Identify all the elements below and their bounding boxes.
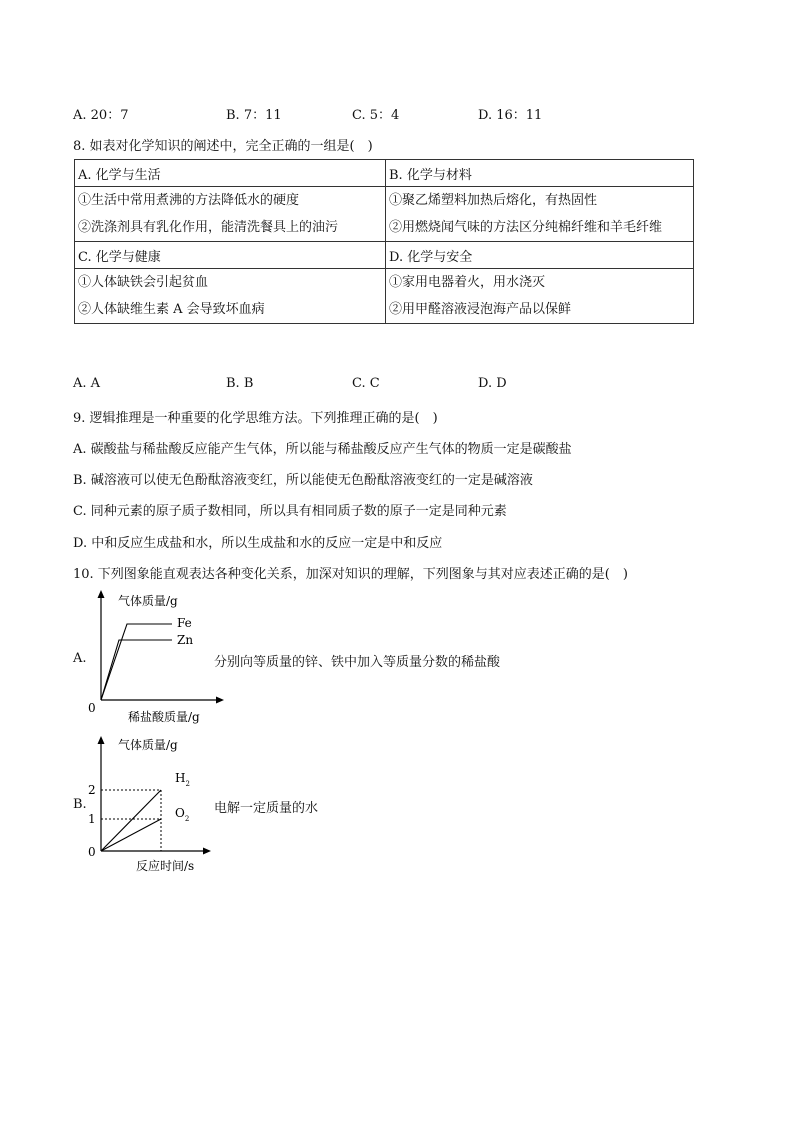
q9-option-a: A. 碳酸盐与稀盐酸反应能产生气体，所以能与稀盐酸反应产生气体的物质一定是碳酸盐 <box>73 442 572 457</box>
table-cell-b-title: B. 化学与材料 <box>386 160 694 187</box>
graph-b-o2-label: $O_2$ <box>175 806 190 823</box>
table-c-item-1: ①人体缺铁会引起贫血 <box>78 275 209 290</box>
q7-option-b: B. 7：11 <box>226 108 282 123</box>
q7-option-c: C. 5：4 <box>352 108 400 123</box>
graph-b-y-label: 气体质量/g <box>118 738 178 752</box>
q7-option-d: D. 16：11 <box>478 108 543 123</box>
table-cell-b-items <box>386 187 694 242</box>
q8-option-d: D. D <box>478 376 507 391</box>
q9-option-c: C. 同种元素的原子质子数相同，所以具有相同质子数的原子一定是同种元素 <box>73 504 507 519</box>
table-d-item-2: ②用甲醛溶液浸泡海产品以保鲜 <box>389 302 572 317</box>
graph-b-h2-label: $H_2$ <box>175 771 190 788</box>
table-a-item-1: ①生活中常用煮沸的方法降低水的硬度 <box>78 193 300 208</box>
graph-b-x-label: 反应时间/s <box>136 859 195 873</box>
graph-b-origin: 0 <box>88 845 96 859</box>
table-d-item-1: ①家用电器着火，用水浇灭 <box>389 275 546 290</box>
q9-stem: 9. 逻辑推理是一种重要的化学思维方法。下列推理正确的是( ) <box>73 411 438 426</box>
graph-b-h2-line <box>101 790 161 851</box>
graph-b-x-arrow <box>203 848 211 855</box>
table-cell-c-title: C. 化学与健康 <box>75 242 386 269</box>
table-cell-c-items <box>75 269 386 324</box>
graph-b-ytick-2: 2 <box>88 783 96 797</box>
q9-option-b: B. 碱溶液可以使无色酚酞溶液变红，所以能使无色酚酞溶液变红的一定是碱溶液 <box>73 473 533 488</box>
q8-stem: 8. 如表对化学知识的阐述中，完全正确的一组是( ) <box>73 139 373 154</box>
q10-graph-a <box>80 588 230 728</box>
knowledge-table <box>74 159 694 324</box>
table-c-item-2: ②人体缺维生素 A 会导致坏血病 <box>78 302 265 317</box>
q10-option-a-desc: 分别向等质量的锌、铁中加入等质量分数的稀盐酸 <box>214 655 501 670</box>
q8-option-c: C. C <box>352 376 380 391</box>
graph-a-y-label: 气体质量/g <box>118 594 178 608</box>
graph-a-zn-label: Zn <box>177 633 194 647</box>
graph-a-fe-line <box>101 624 172 700</box>
graph-b-ytick-1: 1 <box>88 812 96 826</box>
graph-b-y-arrow <box>98 736 105 744</box>
q9-option-d: D. 中和反应生成盐和水，所以生成盐和水的反应一定是中和反应 <box>73 536 443 551</box>
table-a-item-2: ②洗涤剂具有乳化作用，能清洗餐具上的油污 <box>78 220 339 235</box>
q8-option-b: B. B <box>226 376 254 391</box>
graph-a-fe-label: Fe <box>177 616 192 630</box>
table-b-item-2: ②用燃烧闻气味的方法区分纯棉纤维和羊毛纤维 <box>389 220 663 235</box>
graph-b-o2-line <box>101 819 161 851</box>
q7-option-a: A. 20：7 <box>73 108 129 123</box>
table-b-item-1: ①聚乙烯塑料加热后熔化，有热固性 <box>389 193 598 208</box>
q8-option-a: A. A <box>73 376 101 391</box>
table-cell-a-title: A. 化学与生活 <box>75 160 386 187</box>
q10-graph-b <box>80 732 220 874</box>
table-cell-d-items <box>386 269 694 324</box>
q10-option-b-desc: 电解一定质量的水 <box>214 801 319 816</box>
graph-a-x-label: 稀盐酸质量/g <box>128 710 200 724</box>
graph-a-x-arrow <box>216 697 224 704</box>
q10-stem: 10. 下列图象能直观表达各种变化关系，加深对知识的理解，下列图象与其对应表述正确的是( ) <box>73 567 628 582</box>
table-cell-d-title: D. 化学与安全 <box>386 242 694 269</box>
table-cell-a-items <box>75 187 386 242</box>
q10-option-a-label: A. <box>73 651 87 666</box>
graph-a-origin: 0 <box>88 701 96 715</box>
q10-option-b-label: B. <box>73 797 87 812</box>
graph-a-y-arrow <box>98 590 105 598</box>
